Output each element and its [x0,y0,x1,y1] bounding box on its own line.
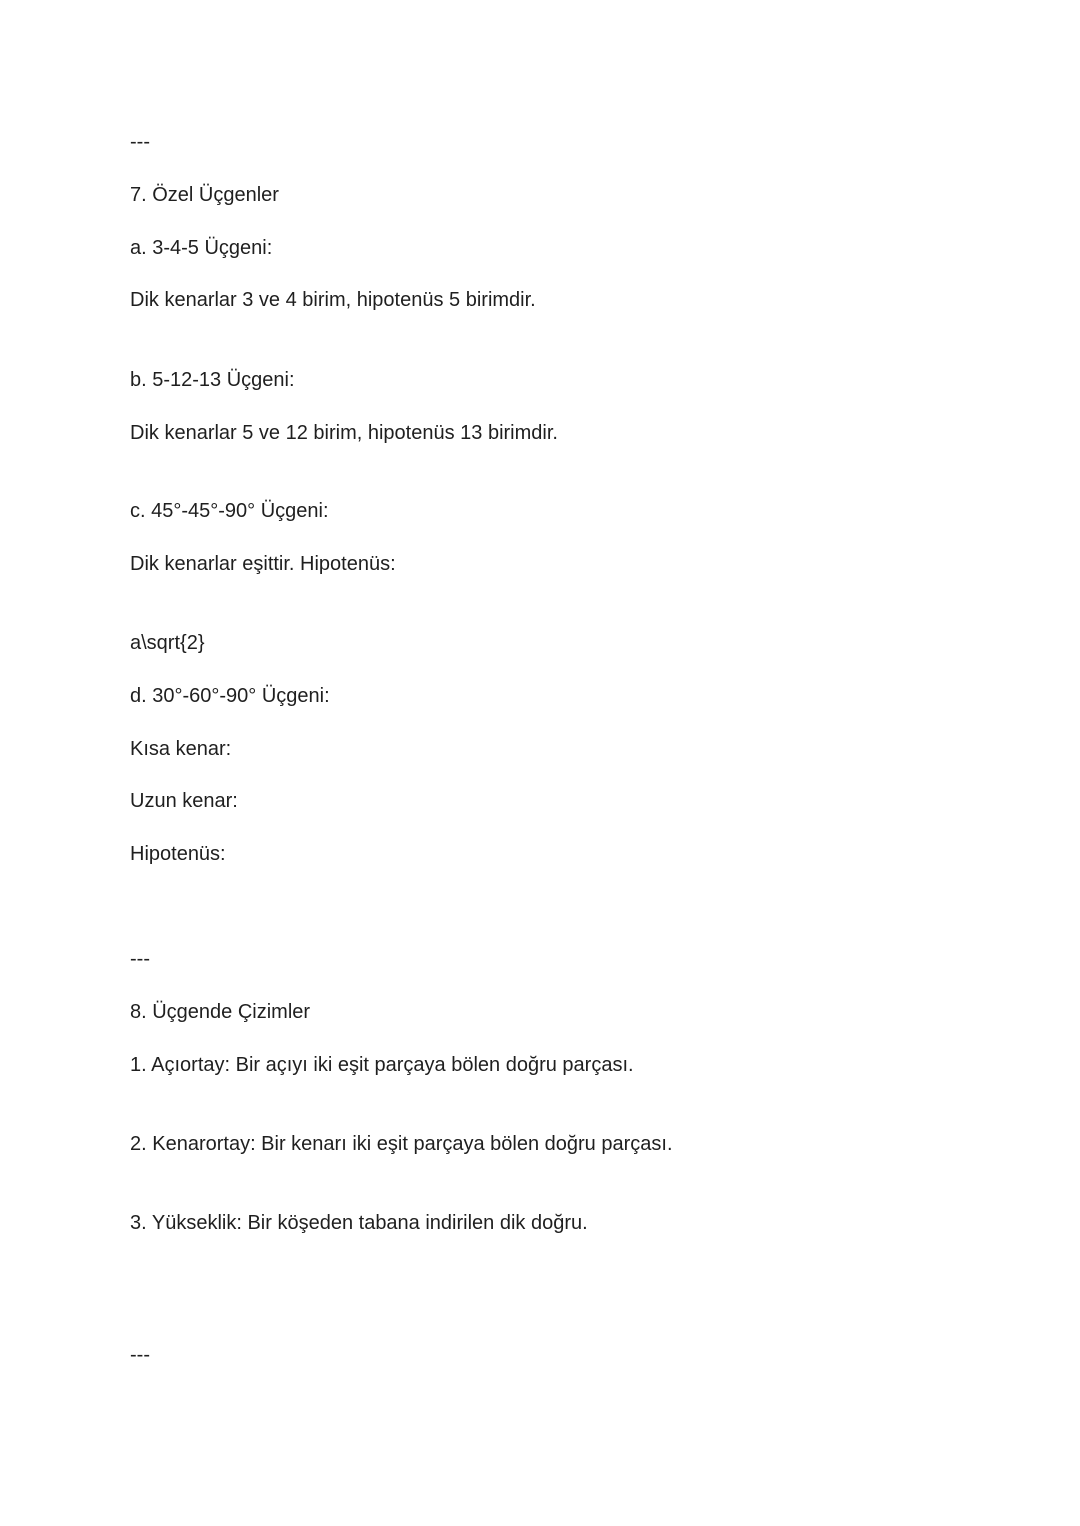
section-7c-heading: c. 45°-45°-90° Üçgeni: [130,500,329,522]
section-7d-hypotenuse: Hipotenüs: [130,843,226,865]
section-7d-long-side: Uzun kenar: [130,790,238,812]
section-7b-text: Dik kenarlar 5 ve 12 birim, hipotenüs 13 birimdir. [130,422,558,444]
section-7d-heading: d. 30°-60°-90° Üçgeni: [130,685,330,707]
section-7c-text: Dik kenarlar eşittir. Hipotenüs: [130,553,396,575]
section-7b-heading: b. 5-12-13 Üçgeni: [130,369,295,391]
section-7a-heading: a. 3-4-5 Üçgeni: [130,237,273,259]
section-8-item-3: 3. Yükseklik: Bir köşeden tabana indirilen dik doğru. [130,1212,588,1234]
separator: --- [130,131,150,153]
section-7-title: 7. Özel Üçgenler [130,184,279,206]
section-8-title: 8. Üçgende Çizimler [130,1001,311,1023]
section-7a-text: Dik kenarlar 3 ve 4 birim, hipotenüs 5 birimdir. [130,289,536,311]
section-7c-formula: a\sqrt{2} [130,632,205,654]
separator: --- [130,1344,150,1366]
section-8-item-2: 2. Kenarortay: Bir kenarı iki eşit parçaya bölen doğru parçası. [130,1133,673,1155]
section-7d-short-side: Kısa kenar: [130,738,232,760]
separator: --- [130,948,150,970]
section-8-item-1: 1. Açıortay: Bir açıyı iki eşit parçaya bölen doğru parçası. [130,1054,634,1076]
